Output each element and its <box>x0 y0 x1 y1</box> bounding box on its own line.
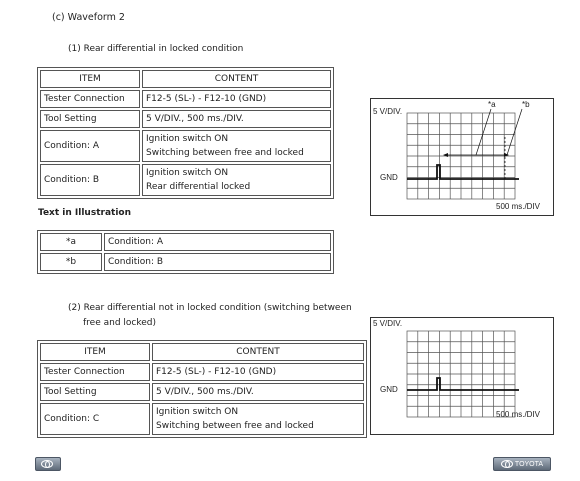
key-cell: *b <box>40 253 102 271</box>
table-row <box>40 403 364 435</box>
toyota-logo-button[interactable] <box>493 457 551 471</box>
home-button[interactable] <box>35 457 61 471</box>
content-line: Switching between free and locked <box>146 148 304 158</box>
part2-title-line-2: free and locked) <box>83 318 157 328</box>
table-row <box>40 233 331 251</box>
part2-title-line-1: (2) Rear differential not in locked condition (switching between <box>68 303 352 313</box>
item-cell: Tool Setting <box>40 110 140 128</box>
part2-table <box>37 340 367 438</box>
content-cell <box>142 164 331 196</box>
scope1-frame <box>370 98 554 216</box>
scope1-graph <box>371 99 555 217</box>
scope1-gnd-label: GND <box>380 173 398 182</box>
content-cell: 5 V/DIV., 500 ms./DIV. <box>142 110 331 128</box>
scope2-volt-label: 5 V/DIV. <box>373 319 403 328</box>
table-row <box>40 130 331 162</box>
illustration-heading: Text in Illustration <box>38 208 131 218</box>
table-row <box>40 383 364 401</box>
content-cell <box>142 130 331 162</box>
item-cell: Condition: A <box>40 130 140 162</box>
content-header: CONTENT <box>152 343 364 361</box>
item-cell: Condition: C <box>40 403 150 435</box>
brand-label: TOYOTA <box>514 460 544 468</box>
content-cell <box>152 403 364 435</box>
content-line: Rear differential locked <box>146 182 251 192</box>
item-cell: Condition: B <box>40 164 140 196</box>
content-line: Ignition switch ON <box>156 407 239 417</box>
illustration-table <box>37 230 334 274</box>
content-header: CONTENT <box>142 70 331 88</box>
scope2-frame <box>370 317 554 435</box>
content-cell: F12-5 (SL-) - F12-10 (GND) <box>152 363 364 381</box>
item-header: ITEM <box>40 70 140 88</box>
toyota-emblem-icon <box>41 460 53 468</box>
table-row <box>40 253 331 271</box>
table-row <box>40 363 364 381</box>
value-cell: Condition: B <box>104 253 331 271</box>
key-cell: *a <box>40 233 102 251</box>
part1-title: (1) Rear differential in locked condition <box>68 44 244 54</box>
scope1-volt-label: 5 V/DIV. <box>373 107 403 116</box>
toyota-emblem-icon <box>501 460 513 468</box>
item-header: ITEM <box>40 343 150 361</box>
value-cell: Condition: A <box>104 233 331 251</box>
content-line: Ignition switch ON <box>146 168 229 178</box>
item-cell: Tool Setting <box>40 383 150 401</box>
table-row <box>40 164 331 196</box>
item-cell: Tester Connection <box>40 90 140 108</box>
table-row <box>40 90 331 108</box>
scope1-time-label: 500 ms./DIV <box>496 202 541 211</box>
scope2-waveform <box>407 378 519 390</box>
content-cell: 5 V/DIV., 500 ms./DIV. <box>152 383 364 401</box>
part1-table <box>37 67 334 199</box>
callout-b-label: *b <box>522 100 530 109</box>
callout-a-label: *a <box>488 100 496 109</box>
content-cell: F12-5 (SL-) - F12-10 (GND) <box>142 90 331 108</box>
table-row <box>40 110 331 128</box>
content-line: Ignition switch ON <box>146 134 229 144</box>
scope1-waveform <box>407 165 519 179</box>
content-line: Switching between free and locked <box>156 421 314 431</box>
scope2-time-label: 500 ms./DIV <box>496 410 541 419</box>
item-cell: Tester Connection <box>40 363 150 381</box>
scope2-gnd-label: GND <box>380 385 398 394</box>
section-title: (c) Waveform 2 <box>52 12 125 23</box>
